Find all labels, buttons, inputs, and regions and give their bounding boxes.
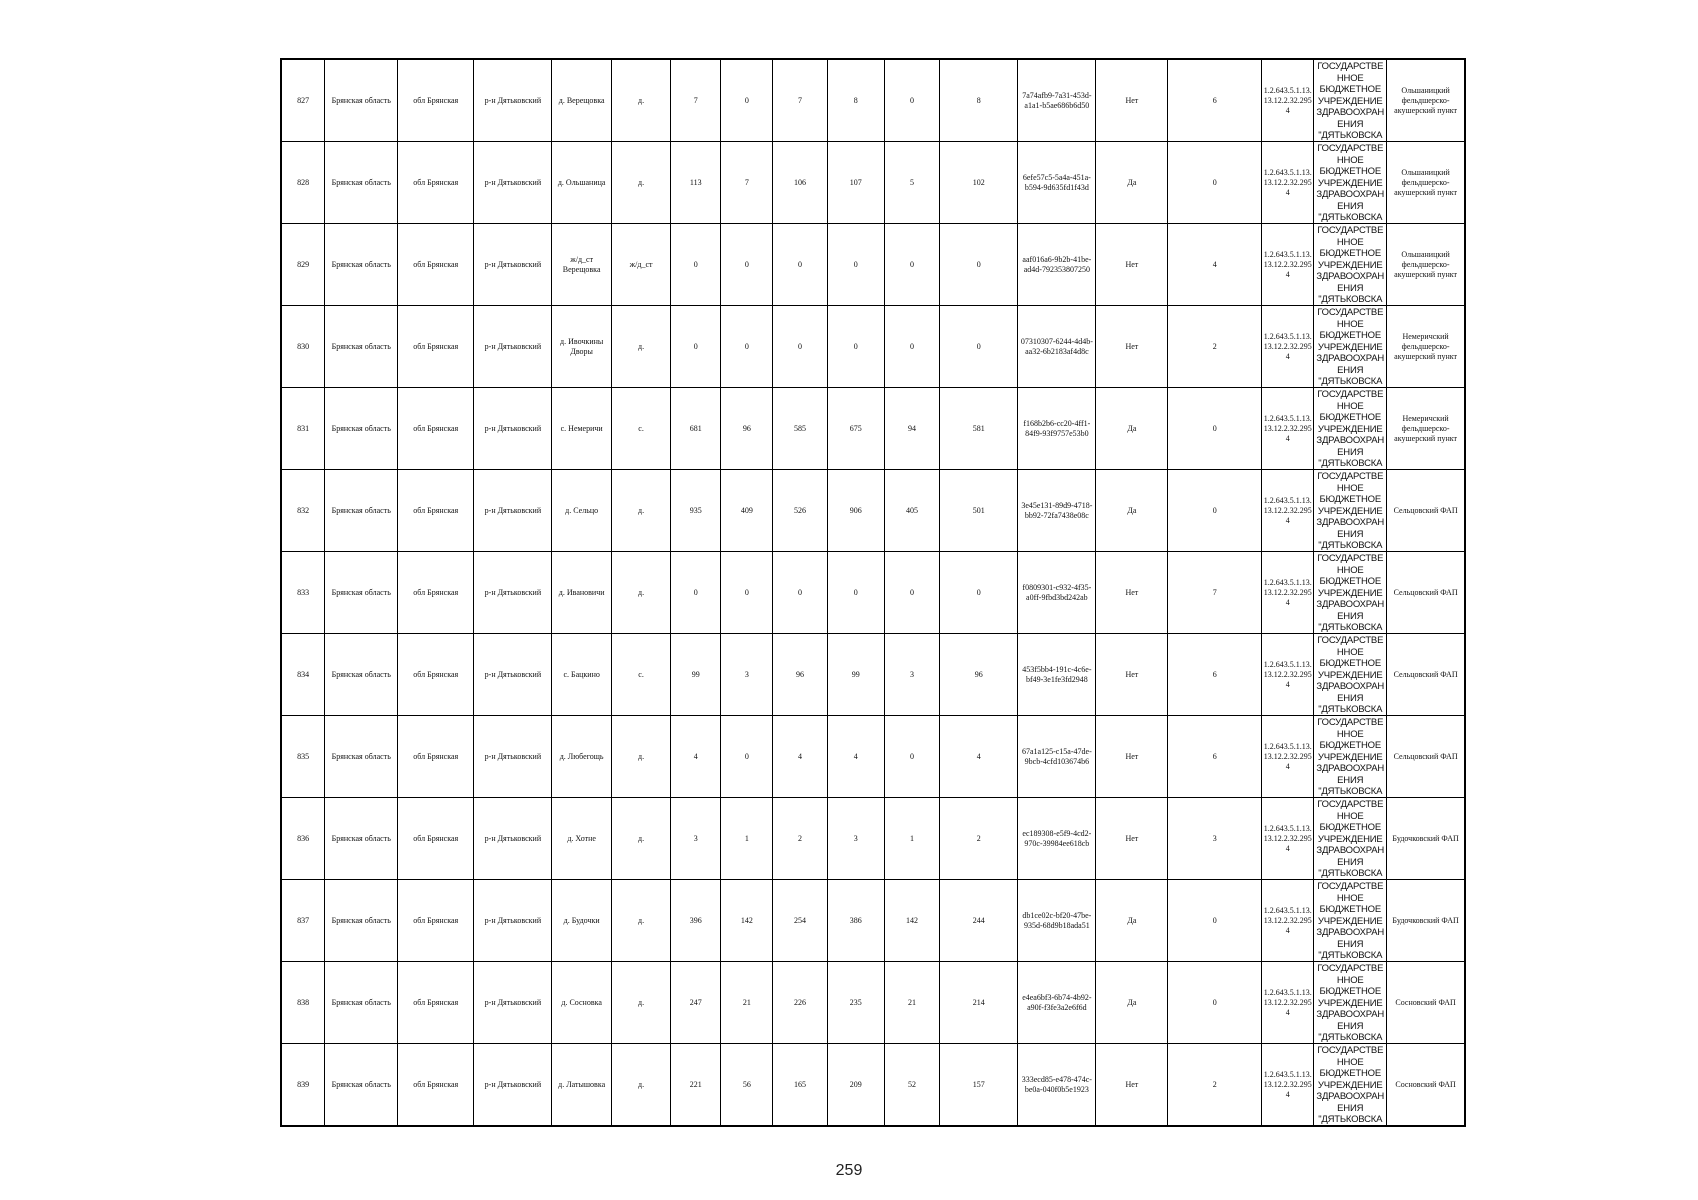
fap-cell: Немеричский фельдшерско-акушерский пункт (1387, 388, 1465, 470)
region-cell: Брянская область (325, 142, 398, 224)
value-cell-1: 221 (671, 1044, 721, 1127)
value-cell-1: 0 (671, 224, 721, 306)
fap-cell: Ольшаницкий фельдшерско-акушерский пункт (1387, 224, 1465, 306)
guid-cell: f168b2b6-cc20-4ff1-84f9-93f9757e53b0 (1018, 388, 1096, 470)
row-number-cell: 834 (281, 634, 325, 716)
count-cell: 2 (1168, 306, 1262, 388)
flag-cell: Да (1096, 880, 1168, 962)
fap-cell: Сосновский ФАП (1387, 962, 1465, 1044)
settlement-type-cell: с. (611, 634, 670, 716)
settlement-type-cell: ж/д_ст (611, 224, 670, 306)
flag-cell: Да (1096, 388, 1168, 470)
settlement-cell: д. Латышовка (552, 1044, 611, 1127)
table-row (281, 142, 1465, 224)
table-row (281, 552, 1465, 634)
flag-cell: Нет (1096, 552, 1168, 634)
settlement-type-cell: д. (611, 306, 670, 388)
district-cell: р-н Дятьковский (474, 634, 552, 716)
row-number-cell: 830 (281, 306, 325, 388)
value-cell-5: 405 (884, 470, 939, 552)
district-cell: р-н Дятьковский (474, 716, 552, 798)
value-cell-2: 7 (721, 142, 773, 224)
settlement-type-cell: д. (611, 716, 670, 798)
value-cell-4: 3 (827, 798, 884, 880)
district-cell: р-н Дятьковский (474, 142, 552, 224)
value-cell-5: 3 (884, 634, 939, 716)
value-cell-1: 3 (671, 798, 721, 880)
row-number-cell: 831 (281, 388, 325, 470)
organization-name: ГОСУДАРСТВЕННОЕ БЮДЖЕТНОЕ УЧРЕЖДЕНИЕ ЗДРАВООХРАНЕНИЯ "ДЯТЬКОВСКА (1316, 225, 1385, 305)
table-row (281, 880, 1465, 962)
page-number: 259 (835, 1162, 863, 1176)
oblast-cell: обл Брянская (398, 59, 474, 142)
row-number-cell: 839 (281, 1044, 325, 1127)
value-cell-5: 1 (884, 798, 939, 880)
table-row (281, 1044, 1465, 1127)
guid-cell: 333ecd85-e478-474c-be0a-040f0b5e1923 (1018, 1044, 1096, 1127)
region-cell: Брянская область (325, 962, 398, 1044)
organization-cell (1314, 59, 1387, 142)
value-cell-3: 4 (773, 716, 827, 798)
settlement-type-cell: д. (611, 142, 670, 224)
oid-cell: 1.2.643.5.1.13.13.12.2.32.2954 (1262, 552, 1314, 634)
district-cell: р-н Дятьковский (474, 1044, 552, 1127)
settlement-type-cell: д. (611, 1044, 670, 1127)
organization-name: ГОСУДАРСТВЕННОЕ БЮДЖЕТНОЕ УЧРЕЖДЕНИЕ ЗДРАВООХРАНЕНИЯ "ДЯТЬКОВСКА (1316, 1045, 1385, 1125)
value-cell-4: 386 (827, 880, 884, 962)
settlements-table (280, 58, 1466, 1127)
organization-name: ГОСУДАРСТВЕННОЕ БЮДЖЕТНОЕ УЧРЕЖДЕНИЕ ЗДРАВООХРАНЕНИЯ "ДЯТЬКОВСКА (1316, 717, 1385, 797)
organization-name: ГОСУДАРСТВЕННОЕ БЮДЖЕТНОЕ УЧРЕЖДЕНИЕ ЗДРАВООХРАНЕНИЯ "ДЯТЬКОВСКА (1316, 471, 1385, 551)
value-cell-1: 0 (671, 306, 721, 388)
organization-cell (1314, 142, 1387, 224)
settlement-cell: д. Любегощь (552, 716, 611, 798)
value-cell-1: 0 (671, 552, 721, 634)
value-cell-3: 7 (773, 59, 827, 142)
value-cell-1: 4 (671, 716, 721, 798)
value-cell-5: 5 (884, 142, 939, 224)
oid-cell: 1.2.643.5.1.13.13.12.2.32.2954 (1262, 224, 1314, 306)
oblast-cell: обл Брянская (398, 470, 474, 552)
value-cell-2: 0 (721, 224, 773, 306)
region-cell: Брянская область (325, 798, 398, 880)
organization-cell (1314, 470, 1387, 552)
settlement-type-cell: д. (611, 962, 670, 1044)
organization-cell (1314, 880, 1387, 962)
value-cell-2: 21 (721, 962, 773, 1044)
settlement-type-cell: д. (611, 798, 670, 880)
fap-cell: Сосновский ФАП (1387, 1044, 1465, 1127)
organization-cell (1314, 552, 1387, 634)
region-cell: Брянская область (325, 470, 398, 552)
value-cell-4: 0 (827, 224, 884, 306)
guid-cell: 3e45e131-89d9-4718-bb92-72fa7438e08c (1018, 470, 1096, 552)
value-cell-3: 2 (773, 798, 827, 880)
region-cell: Брянская область (325, 306, 398, 388)
value-cell-2: 3 (721, 634, 773, 716)
organization-name: ГОСУДАРСТВЕННОЕ БЮДЖЕТНОЕ УЧРЕЖДЕНИЕ ЗДРАВООХРАНЕНИЯ "ДЯТЬКОВСКА (1316, 635, 1385, 715)
organization-cell (1314, 306, 1387, 388)
table-row (281, 388, 1465, 470)
flag-cell: Нет (1096, 306, 1168, 388)
region-cell: Брянская область (325, 388, 398, 470)
fap-cell: Сельцовский ФАП (1387, 716, 1465, 798)
organization-name: ГОСУДАРСТВЕННОЕ БЮДЖЕТНОЕ УЧРЕЖДЕНИЕ ЗДРАВООХРАНЕНИЯ "ДЯТЬКОВСКА (1316, 553, 1385, 633)
count-cell: 0 (1168, 142, 1262, 224)
row-number-cell: 828 (281, 142, 325, 224)
guid-cell: 07310307-6244-4d4b-aa32-6b2183af4d8c (1018, 306, 1096, 388)
value-cell-2: 0 (721, 59, 773, 142)
value-cell-2: 0 (721, 716, 773, 798)
value-cell-1: 935 (671, 470, 721, 552)
row-number-cell: 827 (281, 59, 325, 142)
value-cell-5: 0 (884, 306, 939, 388)
value-cell-4: 4 (827, 716, 884, 798)
district-cell: р-н Дятьковский (474, 224, 552, 306)
organization-name: ГОСУДАРСТВЕННОЕ БЮДЖЕТНОЕ УЧРЕЖДЕНИЕ ЗДРАВООХРАНЕНИЯ "ДЯТЬКОВСКА (1316, 143, 1385, 223)
flag-cell: Нет (1096, 1044, 1168, 1127)
flag-cell: Нет (1096, 716, 1168, 798)
fap-cell: Будочковский ФАП (1387, 880, 1465, 962)
guid-cell: e4ea6bf3-6b74-4b92-a90f-f3fe3a2e6f6d (1018, 962, 1096, 1044)
region-cell: Брянская область (325, 880, 398, 962)
value-cell-6: 157 (940, 1044, 1018, 1127)
settlement-cell: д. Верещовка (552, 59, 611, 142)
oid-cell: 1.2.643.5.1.13.13.12.2.32.2954 (1262, 142, 1314, 224)
guid-cell: 6efe57c5-5a4a-451a-b594-9d635fd1f43d (1018, 142, 1096, 224)
organization-name: ГОСУДАРСТВЕННОЕ БЮДЖЕТНОЕ УЧРЕЖДЕНИЕ ЗДРАВООХРАНЕНИЯ "ДЯТЬКОВСКА (1316, 881, 1385, 961)
flag-cell: Да (1096, 962, 1168, 1044)
fap-cell: Сельцовский ФАП (1387, 634, 1465, 716)
settlement-cell: д. Ивочкины Дворы (552, 306, 611, 388)
value-cell-1: 681 (671, 388, 721, 470)
settlement-type-cell: с. (611, 388, 670, 470)
value-cell-6: 0 (940, 306, 1018, 388)
count-cell: 0 (1168, 962, 1262, 1044)
region-cell: Брянская область (325, 634, 398, 716)
guid-cell: f0809301-c932-4f35-a0ff-9fbd3bd242ab (1018, 552, 1096, 634)
organization-cell (1314, 798, 1387, 880)
value-cell-5: 0 (884, 716, 939, 798)
value-cell-3: 96 (773, 634, 827, 716)
oid-cell: 1.2.643.5.1.13.13.12.2.32.2954 (1262, 470, 1314, 552)
oblast-cell: обл Брянская (398, 798, 474, 880)
organization-name: ГОСУДАРСТВЕННОЕ БЮДЖЕТНОЕ УЧРЕЖДЕНИЕ ЗДРАВООХРАНЕНИЯ "ДЯТЬКОВСКА (1316, 389, 1385, 469)
district-cell: р-н Дятьковский (474, 798, 552, 880)
district-cell: р-н Дятьковский (474, 306, 552, 388)
oid-cell: 1.2.643.5.1.13.13.12.2.32.2954 (1262, 1044, 1314, 1127)
oblast-cell: обл Брянская (398, 388, 474, 470)
value-cell-5: 94 (884, 388, 939, 470)
oid-cell: 1.2.643.5.1.13.13.12.2.32.2954 (1262, 634, 1314, 716)
value-cell-1: 113 (671, 142, 721, 224)
organization-cell (1314, 388, 1387, 470)
value-cell-6: 102 (940, 142, 1018, 224)
value-cell-2: 409 (721, 470, 773, 552)
table-row (281, 59, 1465, 142)
oid-cell: 1.2.643.5.1.13.13.12.2.32.2954 (1262, 306, 1314, 388)
region-cell: Брянская область (325, 716, 398, 798)
value-cell-4: 0 (827, 306, 884, 388)
oblast-cell: обл Брянская (398, 880, 474, 962)
value-cell-4: 209 (827, 1044, 884, 1127)
value-cell-2: 56 (721, 1044, 773, 1127)
value-cell-3: 165 (773, 1044, 827, 1127)
oblast-cell: обл Брянская (398, 306, 474, 388)
count-cell: 2 (1168, 1044, 1262, 1127)
organization-cell (1314, 1044, 1387, 1127)
table-row (281, 224, 1465, 306)
value-cell-3: 0 (773, 306, 827, 388)
value-cell-3: 585 (773, 388, 827, 470)
settlement-cell: д. Будочки (552, 880, 611, 962)
table-row (281, 716, 1465, 798)
row-number-cell: 829 (281, 224, 325, 306)
value-cell-4: 8 (827, 59, 884, 142)
count-cell: 7 (1168, 552, 1262, 634)
organization-name: ГОСУДАРСТВЕННОЕ БЮДЖЕТНОЕ УЧРЕЖДЕНИЕ ЗДРАВООХРАНЕНИЯ "ДЯТЬКОВСКА (1316, 307, 1385, 387)
guid-cell: 453f5bb4-191c-4c6e-bf49-3e1fe3fd2948 (1018, 634, 1096, 716)
value-cell-4: 99 (827, 634, 884, 716)
value-cell-6: 244 (940, 880, 1018, 962)
settlement-cell: д. Сельцо (552, 470, 611, 552)
value-cell-5: 0 (884, 552, 939, 634)
row-number-cell: 832 (281, 470, 325, 552)
fap-cell: Сельцовский ФАП (1387, 470, 1465, 552)
organization-cell (1314, 716, 1387, 798)
oid-cell: 1.2.643.5.1.13.13.12.2.32.2954 (1262, 716, 1314, 798)
value-cell-6: 581 (940, 388, 1018, 470)
count-cell: 0 (1168, 470, 1262, 552)
oblast-cell: обл Брянская (398, 552, 474, 634)
guid-cell: 67a1a125-c15a-47de-9bcb-4cfd103674b6 (1018, 716, 1096, 798)
count-cell: 0 (1168, 880, 1262, 962)
value-cell-6: 0 (940, 224, 1018, 306)
district-cell: р-н Дятьковский (474, 552, 552, 634)
fap-cell: Сельцовский ФАП (1387, 552, 1465, 634)
count-cell: 6 (1168, 634, 1262, 716)
count-cell: 3 (1168, 798, 1262, 880)
flag-cell: Нет (1096, 798, 1168, 880)
value-cell-4: 906 (827, 470, 884, 552)
row-number-cell: 835 (281, 716, 325, 798)
fap-cell: Будочковский ФАП (1387, 798, 1465, 880)
oid-cell: 1.2.643.5.1.13.13.12.2.32.2954 (1262, 962, 1314, 1044)
organization-name: ГОСУДАРСТВЕННОЕ БЮДЖЕТНОЕ УЧРЕЖДЕНИЕ ЗДРАВООХРАНЕНИЯ "ДЯТЬКОВСКА (1316, 799, 1385, 879)
settlement-type-cell: д. (611, 59, 670, 142)
fap-cell: Немеричский фельдшерско-акушерский пункт (1387, 306, 1465, 388)
value-cell-3: 526 (773, 470, 827, 552)
value-cell-4: 107 (827, 142, 884, 224)
district-cell: р-н Дятьковский (474, 59, 552, 142)
table-row (281, 306, 1465, 388)
region-cell: Брянская область (325, 552, 398, 634)
organization-cell (1314, 962, 1387, 1044)
settlement-type-cell: д. (611, 470, 670, 552)
settlement-cell: д. Хотне (552, 798, 611, 880)
table-row (281, 470, 1465, 552)
flag-cell: Да (1096, 142, 1168, 224)
region-cell: Брянская область (325, 1044, 398, 1127)
value-cell-1: 247 (671, 962, 721, 1044)
value-cell-4: 0 (827, 552, 884, 634)
guid-cell: db1ce02c-bf20-47be-935d-68d9b18ada51 (1018, 880, 1096, 962)
guid-cell: ec189308-e5f9-4cd2-970c-39984ee618cb (1018, 798, 1096, 880)
oid-cell: 1.2.643.5.1.13.13.12.2.32.2954 (1262, 59, 1314, 142)
fap-cell: Ольшаницкий фельдшерско-акушерский пункт (1387, 142, 1465, 224)
settlement-cell: ж/д_ст Верещовка (552, 224, 611, 306)
value-cell-1: 99 (671, 634, 721, 716)
value-cell-6: 0 (940, 552, 1018, 634)
settlement-type-cell: д. (611, 880, 670, 962)
value-cell-2: 142 (721, 880, 773, 962)
region-cell: Брянская область (325, 59, 398, 142)
settlement-cell: с. Бацкино (552, 634, 611, 716)
district-cell: р-н Дятьковский (474, 470, 552, 552)
value-cell-2: 0 (721, 306, 773, 388)
value-cell-6: 214 (940, 962, 1018, 1044)
settlement-cell: с. Немеричи (552, 388, 611, 470)
region-cell: Брянская область (325, 224, 398, 306)
count-cell: 6 (1168, 59, 1262, 142)
fap-cell: Ольшаницкий фельдшерско-акушерский пункт (1387, 59, 1465, 142)
district-cell: р-н Дятьковский (474, 880, 552, 962)
row-number-cell: 837 (281, 880, 325, 962)
oblast-cell: обл Брянская (398, 1044, 474, 1127)
flag-cell: Нет (1096, 634, 1168, 716)
guid-cell: aaf016a6-9b2b-41be-ad4d-792353807250 (1018, 224, 1096, 306)
organization-cell (1314, 224, 1387, 306)
value-cell-3: 0 (773, 552, 827, 634)
value-cell-1: 396 (671, 880, 721, 962)
oid-cell: 1.2.643.5.1.13.13.12.2.32.2954 (1262, 388, 1314, 470)
value-cell-5: 142 (884, 880, 939, 962)
value-cell-1: 7 (671, 59, 721, 142)
value-cell-6: 501 (940, 470, 1018, 552)
district-cell: р-н Дятьковский (474, 388, 552, 470)
flag-cell: Да (1096, 470, 1168, 552)
guid-cell: 7a74afb9-7a31-453d-a1a1-b5ae686b6d50 (1018, 59, 1096, 142)
settlement-cell: д. Сосновка (552, 962, 611, 1044)
settlement-cell: д. Ольшаница (552, 142, 611, 224)
value-cell-6: 4 (940, 716, 1018, 798)
count-cell: 0 (1168, 388, 1262, 470)
oblast-cell: обл Брянская (398, 716, 474, 798)
flag-cell: Нет (1096, 59, 1168, 142)
count-cell: 4 (1168, 224, 1262, 306)
row-number-cell: 833 (281, 552, 325, 634)
value-cell-5: 21 (884, 962, 939, 1044)
value-cell-2: 96 (721, 388, 773, 470)
row-number-cell: 836 (281, 798, 325, 880)
settlement-type-cell: д. (611, 552, 670, 634)
count-cell: 6 (1168, 716, 1262, 798)
value-cell-2: 1 (721, 798, 773, 880)
organization-name: ГОСУДАРСТВЕННОЕ БЮДЖЕТНОЕ УЧРЕЖДЕНИЕ ЗДРАВООХРАНЕНИЯ "ДЯТЬКОВСКА (1316, 61, 1385, 141)
value-cell-4: 235 (827, 962, 884, 1044)
value-cell-5: 0 (884, 59, 939, 142)
settlement-cell: д. Ивановичи (552, 552, 611, 634)
oblast-cell: обл Брянская (398, 224, 474, 306)
oblast-cell: обл Брянская (398, 142, 474, 224)
oblast-cell: обл Брянская (398, 634, 474, 716)
table-row (281, 798, 1465, 880)
oid-cell: 1.2.643.5.1.13.13.12.2.32.2954 (1262, 798, 1314, 880)
value-cell-6: 2 (940, 798, 1018, 880)
row-number-cell: 838 (281, 962, 325, 1044)
value-cell-3: 106 (773, 142, 827, 224)
organization-cell (1314, 634, 1387, 716)
value-cell-4: 675 (827, 388, 884, 470)
value-cell-3: 0 (773, 224, 827, 306)
value-cell-3: 254 (773, 880, 827, 962)
table-row (281, 962, 1465, 1044)
organization-name: ГОСУДАРСТВЕННОЕ БЮДЖЕТНОЕ УЧРЕЖДЕНИЕ ЗДРАВООХРАНЕНИЯ "ДЯТЬКОВСКА (1316, 963, 1385, 1043)
district-cell: р-н Дятьковский (474, 962, 552, 1044)
value-cell-2: 0 (721, 552, 773, 634)
value-cell-5: 52 (884, 1044, 939, 1127)
oblast-cell: обл Брянская (398, 962, 474, 1044)
value-cell-6: 8 (940, 59, 1018, 142)
oid-cell: 1.2.643.5.1.13.13.12.2.32.2954 (1262, 880, 1314, 962)
value-cell-3: 226 (773, 962, 827, 1044)
value-cell-6: 96 (940, 634, 1018, 716)
value-cell-5: 0 (884, 224, 939, 306)
flag-cell: Нет (1096, 224, 1168, 306)
table-row (281, 634, 1465, 716)
